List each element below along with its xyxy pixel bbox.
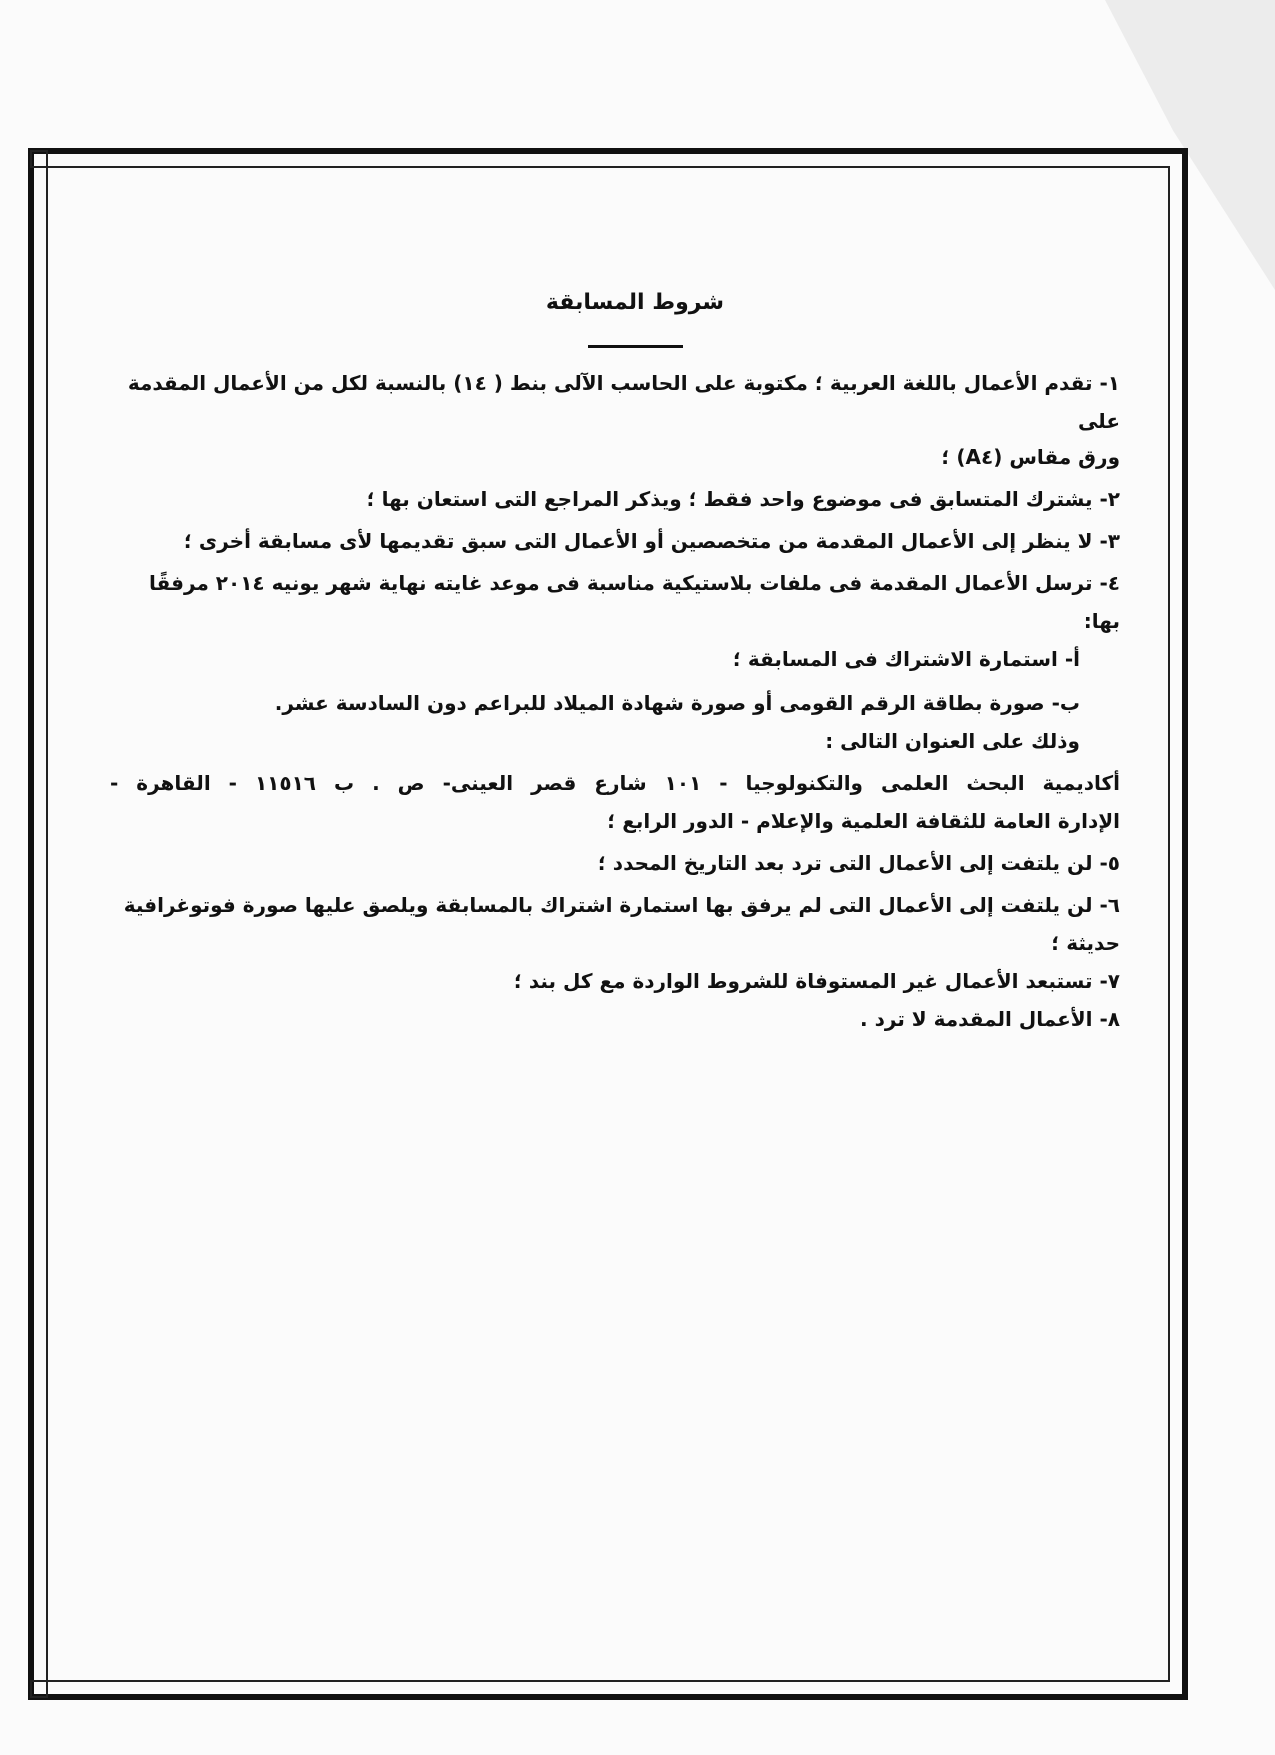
condition-1-continued: ورق مقاس (A٤) ؛: [941, 445, 1120, 469]
address-line-1: أكاديمية البحث العلمى والتكنولوجيا - ١٠١ شارع قصر العينى- ص . ب ١١٥١٦ - القاهرة -: [110, 771, 1121, 795]
condition-8: ٨- الأعمال المقدمة لا ترد .: [860, 1007, 1120, 1031]
condition-1: ١- تقدم الأعمال باللغة العربية ؛ مكتوبة على الحاسب الآلى بنط ( ١٤) بالنسبة لكل من الأعمال المقدمة على: [127, 371, 1120, 433]
condition-4: ٤- ترسل الأعمال المقدمة فى ملفات بلاستيكية مناسبة فى موعد غايته نهاية شهر يونيه ٢٠١٤ مرفقًا بها:: [149, 571, 1120, 633]
address-line-2: الإدارة العامة للثقافة العلمية والإعلام - الدور الرابع ؛: [607, 809, 1120, 833]
border-corner-bottom-left: [30, 1680, 48, 1698]
condition-5: ٥- لن يلتفت إلى الأعمال التى ترد بعد التاريخ المحدد ؛: [597, 851, 1120, 875]
condition-4-a: أ- استمارة الاشتراك فى المسابقة ؛: [732, 647, 1080, 671]
condition-4-b: ب- صورة بطاقة الرقم القومى أو صورة شهادة الميلاد للبراعم دون السادسة عشر.: [274, 691, 1080, 715]
address-intro: وذلك على العنوان التالى :: [825, 729, 1080, 753]
condition-2: ٢- يشترك المتسابق فى موضوع واحد فقط ؛ ويذكر المراجع التى استعان بها ؛: [366, 487, 1120, 511]
condition-7: ٧- تستبعد الأعمال غير المستوفاة للشروط الواردة مع كل بند ؛: [513, 969, 1120, 993]
document-title: شروط المسابقة: [545, 290, 725, 315]
conditions-document: [110, 290, 1120, 1038]
title-underline: [588, 345, 683, 348]
condition-6: ٦- لن يلتفت إلى الأعمال التى لم يرفق بها استمارة اشتراك بالمسابقة ويلصق عليها صورة فوتوغرافية حديثة ؛: [123, 893, 1120, 955]
border-corner-top-left: [30, 150, 48, 168]
condition-3: ٣- لا ينظر إلى الأعمال المقدمة من متخصصين أو الأعمال التى سبق تقديمها لأى مسابقة أخرى ؛: [183, 529, 1120, 553]
